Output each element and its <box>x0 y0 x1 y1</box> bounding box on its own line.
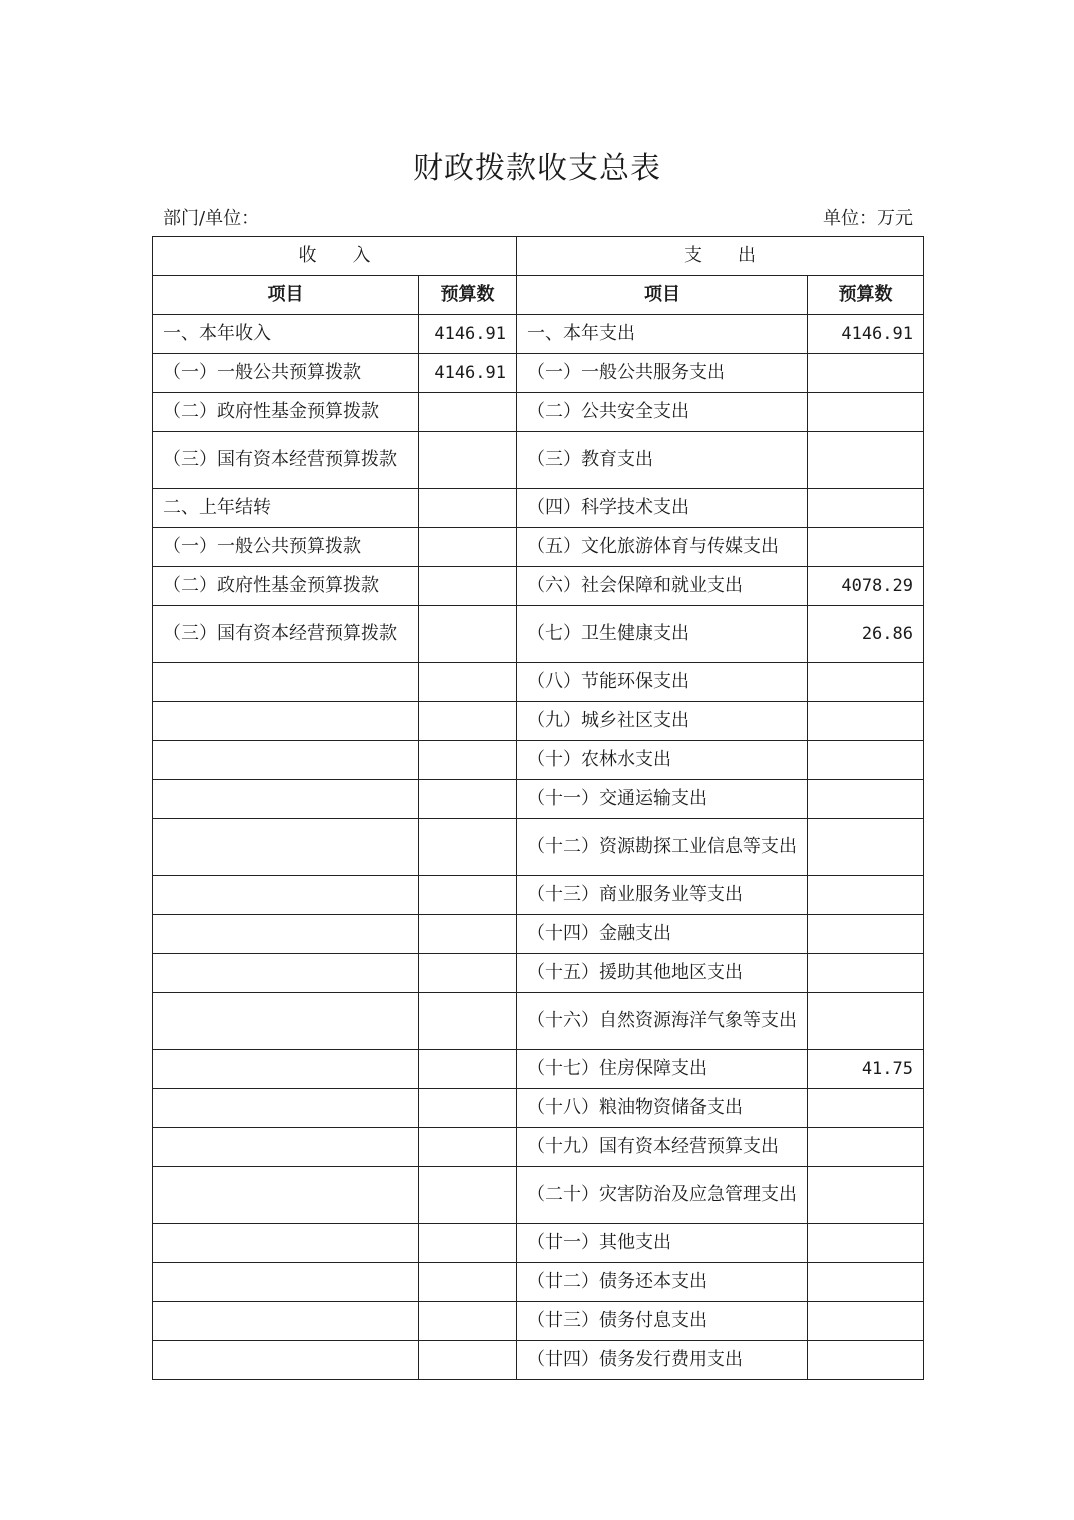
income-amount-cell: 4146.91 <box>419 315 517 354</box>
table-row <box>153 489 924 528</box>
expense-amount-cell: 4146.91 <box>808 315 924 354</box>
table-row <box>153 741 924 780</box>
income-section-header: 收 入 <box>153 237 517 276</box>
income-item-header: 项目 <box>153 276 419 315</box>
income-amount-cell <box>419 993 517 1050</box>
column-header-row <box>153 276 924 315</box>
table-row <box>153 1167 924 1224</box>
expense-item-cell: （二）公共安全支出 <box>517 393 808 432</box>
income-amount-cell <box>419 1302 517 1341</box>
expense-amount-cell <box>808 528 924 567</box>
table-row <box>153 876 924 915</box>
income-item-cell: （一）一般公共预算拨款 <box>153 528 419 567</box>
income-amount-cell <box>419 1263 517 1302</box>
expense-amount-cell <box>808 432 924 489</box>
expense-item-cell: （廿一）其他支出 <box>517 1224 808 1263</box>
expense-amount-cell <box>808 1341 924 1380</box>
income-amount-cell <box>419 1128 517 1167</box>
expense-item-cell: （十九）国有资本经营预算支出 <box>517 1128 808 1167</box>
page-title: 财政拨款收支总表 <box>413 151 661 186</box>
income-item-cell <box>153 1263 419 1302</box>
expense-section-header: 支 出 <box>517 237 924 276</box>
income-amount-cell <box>419 489 517 528</box>
expense-item-cell: （十四）金融支出 <box>517 915 808 954</box>
income-amount-cell <box>419 528 517 567</box>
expense-amount-cell <box>808 663 924 702</box>
expense-amount-cell: 4078.29 <box>808 567 924 606</box>
table-row <box>153 1128 924 1167</box>
income-amount-cell <box>419 1224 517 1263</box>
income-amount-cell <box>419 876 517 915</box>
expense-amount-cell <box>808 702 924 741</box>
table-row <box>153 780 924 819</box>
income-item-cell <box>153 876 419 915</box>
table-row <box>153 528 924 567</box>
expense-amount-header: 预算数 <box>808 276 924 315</box>
income-item-cell <box>153 702 419 741</box>
unit-label: 单位：万元 <box>823 208 913 229</box>
expense-amount-cell <box>808 876 924 915</box>
expense-item-cell: （三）教育支出 <box>517 432 808 489</box>
income-item-cell <box>153 1302 419 1341</box>
expense-amount-cell <box>808 915 924 954</box>
expense-item-cell: （廿二）债务还本支出 <box>517 1263 808 1302</box>
income-amount-cell: 4146.91 <box>419 354 517 393</box>
expense-amount-cell <box>808 489 924 528</box>
expense-item-cell: （十）农林水支出 <box>517 741 808 780</box>
table-row <box>153 1089 924 1128</box>
table-row <box>153 1224 924 1263</box>
income-amount-cell <box>419 432 517 489</box>
expense-item-cell: （七）卫生健康支出 <box>517 606 808 663</box>
expense-amount-cell: 41.75 <box>808 1050 924 1089</box>
expense-amount-cell <box>808 741 924 780</box>
income-amount-cell <box>419 1167 517 1224</box>
table-row <box>153 819 924 876</box>
expense-amount-cell <box>808 1263 924 1302</box>
expense-amount-cell <box>808 780 924 819</box>
expense-amount-cell <box>808 354 924 393</box>
income-item-cell: 一、本年收入 <box>153 315 419 354</box>
expense-item-cell: （十五）援助其他地区支出 <box>517 954 808 993</box>
income-amount-cell <box>419 1050 517 1089</box>
income-item-cell: （一）一般公共预算拨款 <box>153 354 419 393</box>
expense-amount-cell <box>808 1224 924 1263</box>
budget-table <box>152 236 924 1380</box>
section-header-row <box>153 237 924 276</box>
expense-item-cell: （八）节能环保支出 <box>517 663 808 702</box>
income-amount-cell <box>419 819 517 876</box>
income-item-cell <box>153 1128 419 1167</box>
expense-amount-cell <box>808 1167 924 1224</box>
expense-item-header: 项目 <box>517 276 808 315</box>
expense-item-cell: （六）社会保障和就业支出 <box>517 567 808 606</box>
income-amount-cell <box>419 954 517 993</box>
expense-item-cell: （十八）粮油物资储备支出 <box>517 1089 808 1128</box>
table-row <box>153 1302 924 1341</box>
table-row <box>153 393 924 432</box>
table-row <box>153 1341 924 1380</box>
income-item-cell: 二、上年结转 <box>153 489 419 528</box>
income-item-cell: （二）政府性基金预算拨款 <box>153 393 419 432</box>
income-item-cell <box>153 741 419 780</box>
expense-amount-cell: 26.86 <box>808 606 924 663</box>
income-item-cell: （三）国有资本经营预算拨款 <box>153 432 419 489</box>
income-amount-cell <box>419 741 517 780</box>
expense-item-cell: （九）城乡社区支出 <box>517 702 808 741</box>
table-row <box>153 915 924 954</box>
budget-table-body <box>153 315 924 1380</box>
table-row <box>153 1263 924 1302</box>
expense-item-cell: （十六）自然资源海洋气象等支出 <box>517 993 808 1050</box>
table-row <box>153 567 924 606</box>
income-item-cell <box>153 1341 419 1380</box>
income-amount-cell <box>419 393 517 432</box>
expense-item-cell: （十七）住房保障支出 <box>517 1050 808 1089</box>
income-amount-cell <box>419 1341 517 1380</box>
income-amount-cell <box>419 702 517 741</box>
income-item-cell <box>153 954 419 993</box>
expense-amount-cell <box>808 1128 924 1167</box>
income-item-cell <box>153 663 419 702</box>
income-item-cell <box>153 780 419 819</box>
income-item-cell <box>153 993 419 1050</box>
income-item-cell <box>153 1167 419 1224</box>
expense-item-cell: （廿四）债务发行费用支出 <box>517 1341 808 1380</box>
income-item-cell <box>153 915 419 954</box>
expense-amount-cell <box>808 819 924 876</box>
department-label: 部门/单位： <box>163 208 260 229</box>
income-amount-header: 预算数 <box>419 276 517 315</box>
expense-item-cell: （廿三）债务付息支出 <box>517 1302 808 1341</box>
table-row <box>153 663 924 702</box>
table-row <box>153 954 924 993</box>
income-amount-cell <box>419 915 517 954</box>
income-item-cell <box>153 1224 419 1263</box>
expense-amount-cell <box>808 954 924 993</box>
table-row <box>153 354 924 393</box>
expense-amount-cell <box>808 1302 924 1341</box>
expense-item-cell: （十一）交通运输支出 <box>517 780 808 819</box>
expense-amount-cell <box>808 993 924 1050</box>
expense-amount-cell <box>808 1089 924 1128</box>
expense-item-cell: 一、本年支出 <box>517 315 808 354</box>
table-row <box>153 993 924 1050</box>
expense-item-cell: （一）一般公共服务支出 <box>517 354 808 393</box>
income-amount-cell <box>419 780 517 819</box>
expense-item-cell: （四）科学技术支出 <box>517 489 808 528</box>
expense-item-cell: （十三）商业服务业等支出 <box>517 876 808 915</box>
expense-amount-cell <box>808 393 924 432</box>
income-amount-cell <box>419 567 517 606</box>
table-row <box>153 606 924 663</box>
income-amount-cell <box>419 663 517 702</box>
income-item-cell: （二）政府性基金预算拨款 <box>153 567 419 606</box>
income-item-cell <box>153 1089 419 1128</box>
income-amount-cell <box>419 606 517 663</box>
expense-item-cell: （二十）灾害防治及应急管理支出 <box>517 1167 808 1224</box>
income-item-cell <box>153 819 419 876</box>
income-item-cell <box>153 1050 419 1089</box>
income-amount-cell <box>419 1089 517 1128</box>
table-row <box>153 315 924 354</box>
table-row <box>153 1050 924 1089</box>
income-item-cell: （三）国有资本经营预算拨款 <box>153 606 419 663</box>
expense-item-cell: （五）文化旅游体育与传媒支出 <box>517 528 808 567</box>
table-row <box>153 702 924 741</box>
table-row <box>153 432 924 489</box>
expense-item-cell: （十二）资源勘探工业信息等支出 <box>517 819 808 876</box>
